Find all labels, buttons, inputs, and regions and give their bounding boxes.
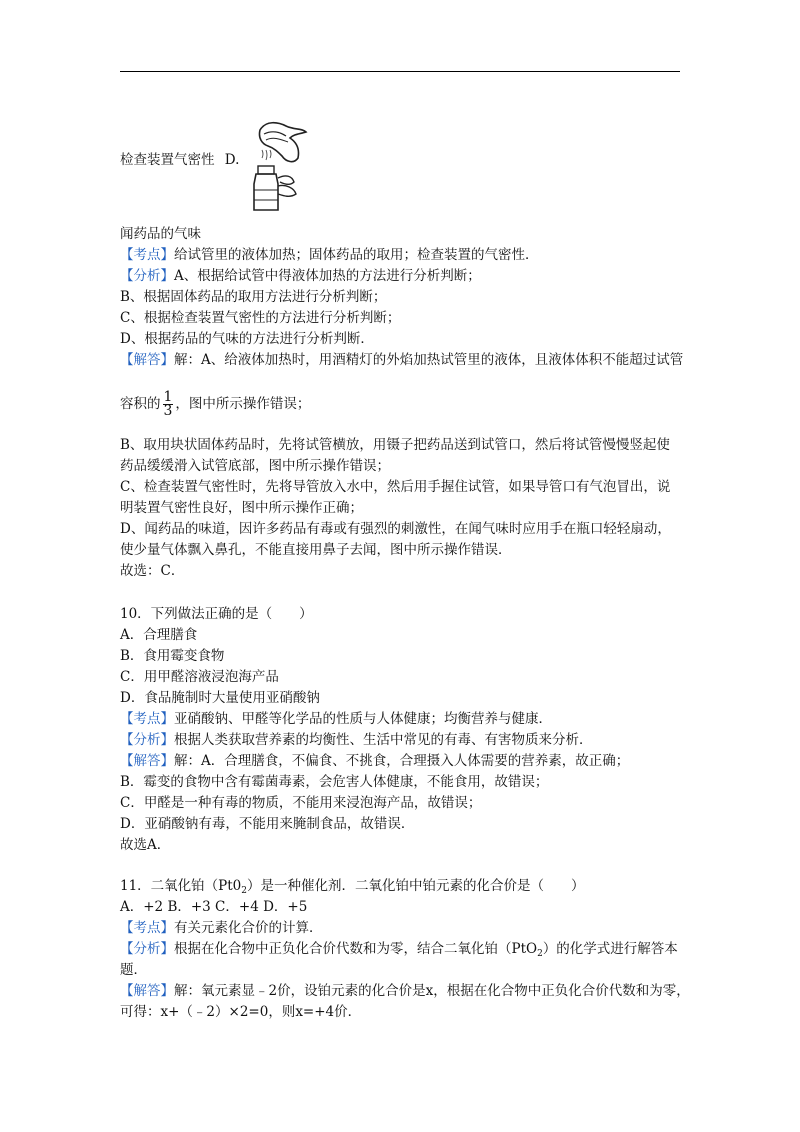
q11-kaodian-tag: 【考点】	[120, 920, 174, 936]
q11-kaodian-line	[120, 918, 323, 938]
fraction-one-third	[163, 391, 174, 418]
jieda-c1: C、检查装置气密性时，先将导管放入水中，然后用手握住试管，如果导管口有气泡冒出，说	[120, 479, 671, 495]
smelling-bottle-icon	[252, 112, 312, 216]
jieda-d2: 使少量气体飘入鼻孔，不能直接用鼻子去闻，图中所示操作错误．	[120, 542, 512, 558]
q10-kaodian-line	[120, 709, 552, 729]
q11-stem-sub: 2	[241, 886, 248, 896]
jieda-b2: 药品缓缓滑入试管底部，图中所示操作错误；	[120, 458, 390, 474]
q10-kaodian-tag: 【考点】	[120, 711, 174, 727]
answer-line: 故选：C．	[120, 563, 185, 579]
kaodian-line	[120, 245, 539, 265]
q10-jieda-d: D．亚硝酸钠有毒，不能用来腌制食品，故错误．	[120, 816, 415, 832]
q11-jieda-1: 解：氧元素显﹣2价，设铂元素的化合价是x，根据在化合物中正负化合价代数和为零，	[174, 983, 690, 999]
jieda-c2: 明装置气密性良好，图中所示操作正确；	[120, 500, 363, 516]
q10-stem: 10．下列做法正确的是（ ）	[120, 606, 313, 622]
q11-jieda-tag: 【解答】	[120, 983, 174, 999]
q11-jieda-2: 可得：x+（﹣2）×2=0，则x=+4价．	[120, 1004, 362, 1020]
q11-stem-post: ）是一种催化剂．二氧化铂中铂元素的化合价是（ ）	[247, 878, 585, 894]
q10-fenxi-line	[120, 730, 593, 750]
q10-jieda-b: B．霉变的食物中含有霉菌毒素，会危害人体健康，不能食用，故错误；	[120, 774, 549, 790]
jieda-a2-line	[120, 384, 310, 424]
jieda-a2-post: ，图中所示操作错误；	[175, 396, 311, 412]
option-d-caption: 闻药品的气味	[120, 226, 201, 242]
q10-jieda-a: 解：A．合理膳食，不偏食、不挑食，合理摄入人体需要的营养素，故正确；	[174, 753, 630, 769]
q11-kaodian-text: 有关元素化合价的计算．	[174, 920, 323, 936]
q11-stem-pre: 11．二氧化铂（Pt0	[120, 878, 242, 894]
fenxi-a: A、根据给试管中得液体加热的方法进行分析判断；	[174, 268, 481, 284]
q10-kaodian-text: 亚硝酸钠、甲醛等化学品的性质与人体健康；均衡营养与健康．	[174, 711, 552, 727]
jieda-line	[120, 350, 683, 370]
fenxi-tag: 【分析】	[120, 268, 174, 284]
fenxi-line	[120, 266, 481, 286]
jieda-b1: B、取用块状固体药品时，先将试管横放，用镊子把药品送到试管口，然后将试管慢慢竖起使	[120, 437, 670, 453]
q10-option-a: A．合理膳食	[120, 627, 198, 643]
kaodian-tag: 【考点】	[120, 247, 174, 263]
q11-options: A．+2 B．+3 C．+4 D．+5	[120, 899, 308, 915]
q10-jieda-tag: 【解答】	[120, 753, 174, 769]
fraction-numerator: 1	[163, 389, 173, 405]
jieda-a2-pre: 容积的	[120, 396, 161, 412]
q10-jieda-line	[120, 751, 629, 771]
q11-fenxi-sub: 2	[537, 949, 543, 959]
q10-option-c: C．用甲醛溶液浸泡海产品	[120, 669, 279, 685]
q10-option-b: B．食用霉变食物	[120, 648, 225, 664]
option-d-label: D.	[224, 152, 240, 168]
q10-answer: 故选A．	[120, 837, 171, 853]
q11-fenxi-pre: 根据在化合物中正负化合价代数和为零，结合二氧化铂（PtO	[174, 941, 538, 957]
q10-jieda-c: C．甲醛是一种有毒的物质，不能用来浸泡海产品，故错误；	[120, 795, 482, 811]
fenxi-d: D、根据药品的气味的方法进行分析判断．	[120, 331, 374, 347]
q11-fenxi-line2: 题．	[120, 962, 147, 978]
kaodian-text: 给试管里的液体加热；固体药品的取用；检查装置的气密性．	[174, 247, 539, 263]
q11-fenxi-line	[120, 939, 678, 964]
jieda-d1: D、闻药品的味道，因许多药品有毒或有强烈的刺激性，在闻气味时应用手在瓶口轻轻扇动，	[120, 521, 671, 537]
q11-jieda-line	[120, 981, 690, 1001]
fenxi-c: C、根据检查装置气密性的方法进行分析判断；	[120, 310, 401, 326]
option-c-tail-line	[120, 150, 239, 170]
header-rule	[120, 71, 680, 72]
q11-fenxi-post: ）的化学式进行解答本	[542, 941, 678, 957]
q10-fenxi-text: 根据人类获取营养素的均衡性、生活中常见的有毒、有害物质来分析．	[174, 732, 593, 748]
option-c-tail: 检查装置气密性	[120, 152, 215, 168]
fraction-denominator: 3	[163, 403, 173, 419]
fenxi-b: B、根据固体药品的取用方法进行分析判断；	[120, 289, 387, 305]
jieda-tag: 【解答】	[120, 352, 174, 368]
q10-fenxi-tag: 【分析】	[120, 732, 174, 748]
q11-fenxi-tag: 【分析】	[120, 941, 174, 957]
q10-option-d: D．食品腌制时大量使用亚硝酸钠	[120, 690, 320, 706]
jieda-a1: 解：A、给液体加热时，用酒精灯的外焰加热试管里的液体，且液体体积不能超过试管	[174, 352, 684, 368]
